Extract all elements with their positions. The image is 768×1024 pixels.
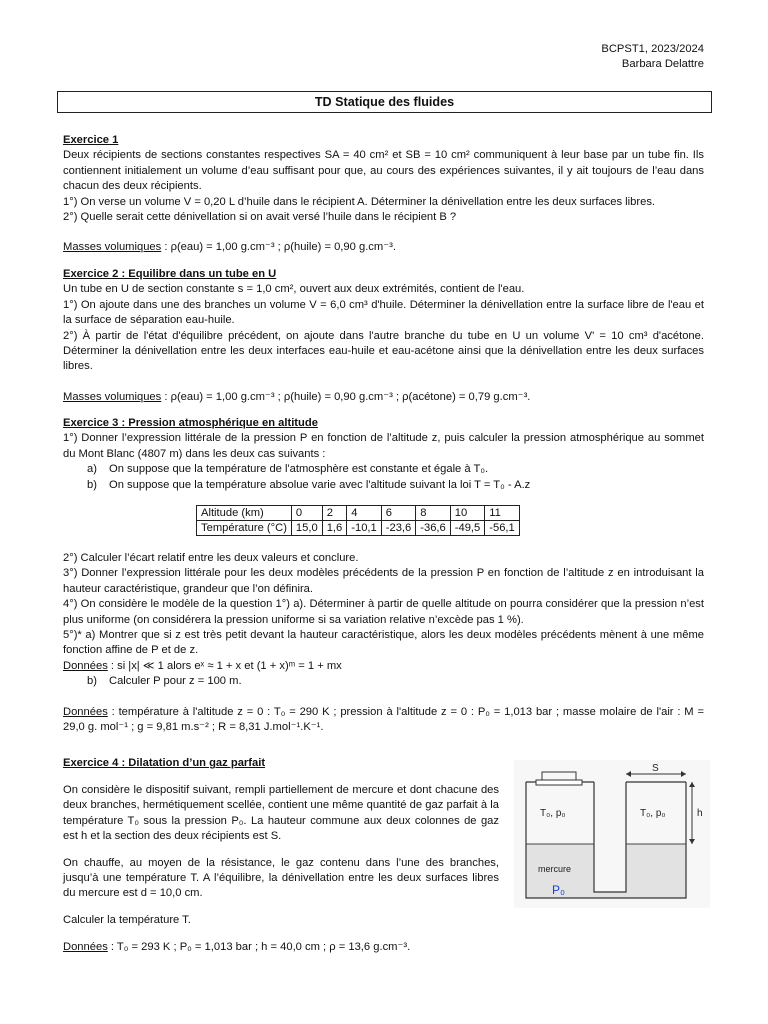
- exercise-2-densities: [63, 390, 704, 405]
- table-cell: 11: [485, 506, 520, 521]
- table-cell: -10,1: [347, 521, 382, 536]
- item-text: On suppose que la température de l'atmosphère est constante et égale à T₀.: [109, 463, 489, 476]
- row-header: Altitude (km): [197, 506, 292, 521]
- table-cell: -49,5: [450, 521, 485, 536]
- math-approximations: : si |x| ≪ 1 alors eˣ ≈ 1 + x et (1 + x)ᵐ = 1 + mx: [107, 659, 342, 672]
- exercise-1-q2: 2°) Quelle serait cette dénivellation si on avait versé l’huile dans le récipient B ?: [63, 211, 457, 224]
- densities-values: : ρ(eau) = 1,00 g.cm⁻³ ; ρ(huile) = 0,90 g.cm⁻³ ; ρ(acétone) = 0,79 g.cm⁻³.: [161, 390, 531, 403]
- item-text: Calculer P pour z = 100 m.: [109, 675, 242, 688]
- exercise-3: [63, 416, 704, 493]
- densities-label: Masses volumiques: [63, 241, 162, 254]
- exercise-3-q1: 1°) Donner l’expression littérale de la pression P en fonction de l’altitude z, puis calculer la pression atmosphérique au sommet du Mont Blanc (4807 m) dans les deux cas suivants :: [63, 432, 704, 460]
- exercise-2-heading: Exercice 2 : Equilibre dans un tube en U: [63, 268, 277, 280]
- exercise-3-heading: Exercice 3 : Pression atmosphérique en altitude: [63, 417, 318, 429]
- label-gas-right: T₀, p₀: [640, 808, 666, 819]
- table-cell: 0: [291, 506, 322, 521]
- author: Barbara Delattre: [621, 58, 704, 71]
- table-cell: 2: [322, 506, 347, 521]
- donnees-label: Données: [63, 940, 108, 953]
- table-cell: 4: [347, 506, 382, 521]
- row-header: Température (°C): [197, 521, 292, 536]
- exercise-4-question: Calculer la température T.: [63, 914, 191, 926]
- resistance-element: [536, 780, 582, 785]
- exercise-4-heating: On chauffe, au moyen de la résistance, le gaz contenu dans l’une des branches, jusqu’à une température T. A l’équilibre, la dénivellation entre les deux surfaces libres du mercure est d = 10,0 cm.: [63, 856, 499, 900]
- exercise-1-intro: Deux récipients de sections constantes respectives SA = 40 cm² et SB = 10 cm² communiquent à leur base par un tube fin. Ils contiennent initialement un volume d’eau suffisant pour que, au cours des expériences suivantes, il y ait toujours de l’eau dans chacun des deux récipients.: [63, 149, 704, 193]
- altitude-temperature-table: [196, 505, 520, 536]
- page-header: [601, 42, 704, 73]
- exercise-3-math-data: [63, 659, 704, 674]
- label-p0: P₀: [552, 883, 565, 897]
- table-cell: 8: [416, 506, 451, 521]
- exercise-3-continued: [63, 551, 704, 735]
- exercise-3-q1b: [63, 478, 704, 493]
- label-height: h: [697, 808, 703, 819]
- label-mercury: mercure: [538, 864, 572, 874]
- page-title: TD Statique des fluides: [57, 91, 712, 113]
- exercise-1-densities: [63, 240, 704, 255]
- exercise-3-q4: 4°) On considère le modèle de la question 1°) a). Déterminer à partir de quelle altitude on pourra considérer que la pression n’est plus uniforme (on considérera la pression uniforme si sa variation relative n’excède pas 1 %).: [63, 598, 704, 626]
- exercise-4-data: [63, 940, 499, 955]
- densities-label: Masses volumiques: [63, 390, 162, 403]
- exercise-3-q3: 3°) Donner l’expression littérale pour les deux modèles précédents de la pression P en fonction de l’altitude z en introduisant la hauteur caractéristique, grandeur que l’on définira.: [63, 567, 704, 595]
- item-label: b): [87, 478, 97, 491]
- label-gas-left: T₀, p₀: [540, 808, 566, 819]
- donnees-label: Données: [63, 659, 108, 672]
- exercise-4: [63, 745, 499, 966]
- item-label: b): [87, 675, 97, 688]
- table-cell: 10: [450, 506, 485, 521]
- exercise-3-data: [63, 705, 704, 736]
- table-row: [197, 521, 520, 536]
- label-section: S: [652, 763, 659, 774]
- exercise-1-heading: Exercice 1: [63, 134, 119, 146]
- exercise-3-q5b: [63, 674, 704, 689]
- exercise-4-heading: Exercice 4 : Dilatation d’un gaz parfait: [63, 757, 266, 770]
- item-label: a): [87, 463, 97, 476]
- exercise-3-q2: 2°) Calculer l’écart relatif entre les deux valeurs et conclure.: [63, 552, 359, 564]
- table-cell: 1,6: [322, 521, 347, 536]
- exercise-4-intro: On considère le dispositif suivant, rempli partiellement de mercure et dont chacune des deux branches, hermétiquement scellée, contient une même quantité de gaz parfait à la température T₀ sous la pression P₀. La hauteur commune aux deux colonnes de gaz est h et la section des deux récipients est S.: [63, 783, 499, 842]
- donnees-label: Données: [63, 705, 108, 718]
- exercise-2-intro: Un tube en U de section constante s = 1,0 cm², ouvert aux deux extrémités, contient de l'eau.: [63, 283, 525, 296]
- table-cell: 6: [381, 506, 416, 521]
- exercise-3-q1a: [63, 462, 704, 477]
- table-cell: -56,1: [485, 521, 520, 536]
- densities-values: : ρ(eau) = 1,00 g.cm⁻³ ; ρ(huile) = 0,90 g.cm⁻³.: [161, 241, 396, 254]
- table-row: [197, 506, 520, 521]
- exercise-3-q5: 5°)* a) Montrer que si z est très petit devant la hauteur caractéristique, alors les deux modèles précédents mènent à une même fonction affine de P et de z.: [63, 629, 704, 657]
- exercise-1: [63, 133, 704, 256]
- exercise-2-q1: 1°) On ajoute dans une des branches un volume V = 6,0 cm³ d'huile. Déterminer la dénivellation entre la surface libre de l'eau et la surface de séparation eau-huile.: [63, 298, 704, 327]
- physical-data: : T₀ = 293 K ; P₀ = 1,013 bar ; h = 40,0 cm ; ρ = 13,6 g.cm⁻³.: [107, 940, 411, 953]
- course-year: BCPST1, 2023/2024: [601, 43, 704, 55]
- physical-data: : température à l'altitude z = 0 : T₀ = 290 K ; pression à l'altitude z = 0 : P₀ = 1,013 bar ; masse molaire de l'air : M = 29,0 g. mol⁻¹ ; g = 9,81 m.s⁻² ; R = 8,31 J.mol⁻¹.K⁻¹.: [63, 705, 704, 734]
- item-text: On suppose que la température absolue varie avec l'altitude suivant la loi T = T₀ - A.z: [109, 478, 531, 491]
- table-cell: -23,6: [381, 521, 416, 536]
- table-cell: -36,6: [416, 521, 451, 536]
- u-tube-figure: [514, 760, 710, 908]
- table-cell: 15,0: [291, 521, 322, 536]
- exercise-2-q2: 2°) À partir de l'état d'équilibre précédent, on ajoute dans l'autre branche du tube en U un volume V' = 10 cm³ d'acétone. Déterminer la dénivellation entre les deux interfaces eau-huile et eau-acétone ainsi que la dénivellation entre les deux surfaces libres.: [63, 329, 704, 373]
- exercise-1-q1: 1°) On verse un volume V = 0,20 L d’huile dans le récipient A. Déterminer la dénivellation entre les deux surfaces libres.: [63, 195, 656, 208]
- exercise-2: [63, 267, 704, 405]
- u-tube-diagram: [514, 760, 710, 908]
